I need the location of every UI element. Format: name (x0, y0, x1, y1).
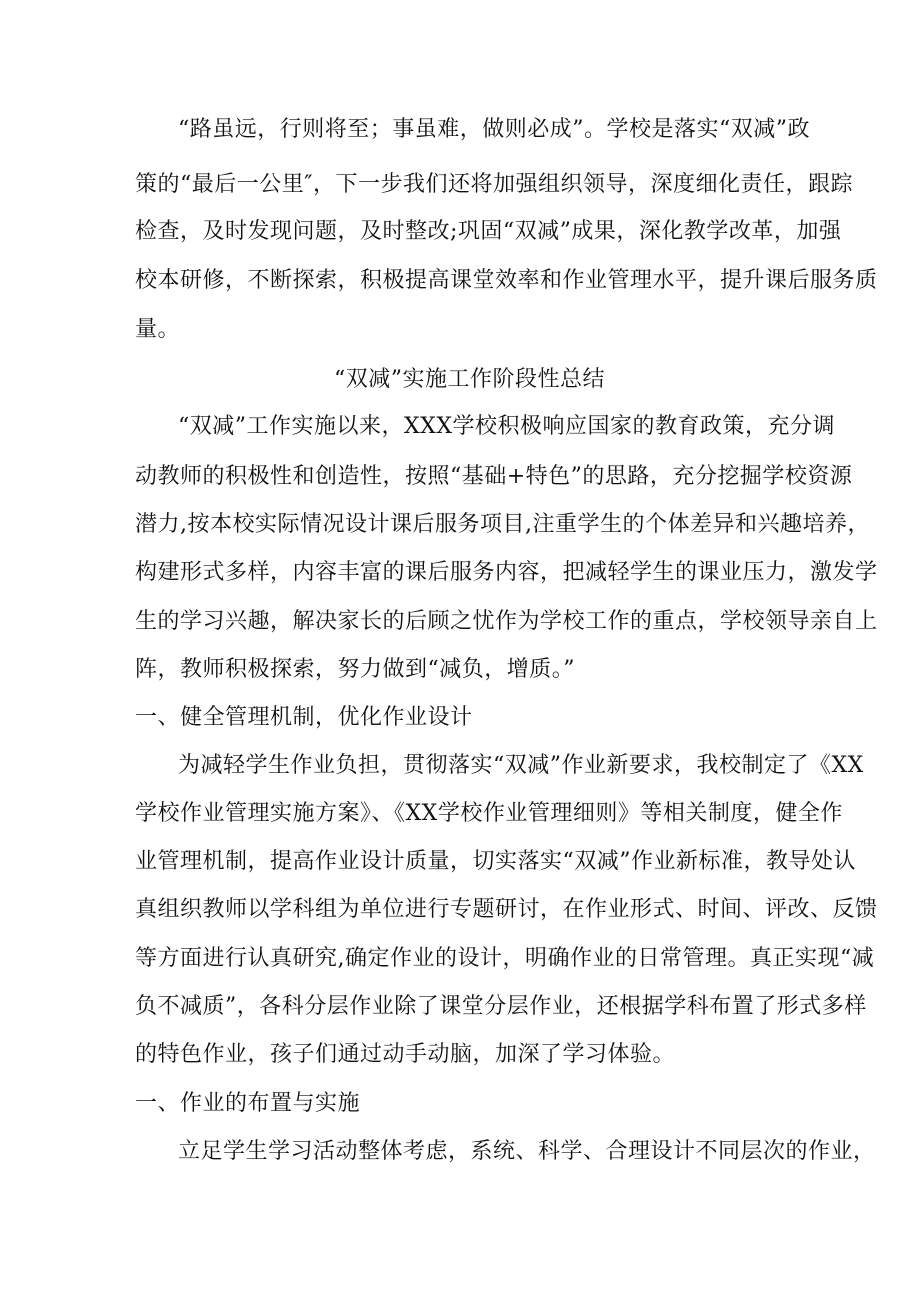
paragraph-1-line-4: 校本研修，不断探索，积极提高课堂效率和作业管理水平，提升课后服务质 (135, 268, 878, 293)
paragraph-1-line-3: 检查，及时发现问题，及时整改;巩固“双减”成果，深化教学改革，加强 (135, 219, 842, 244)
paragraph-1-line-5: 量。 (135, 317, 181, 342)
paragraph-2-line-6: 阵，教师积极探索，努力做到“减负，增质。” (135, 657, 575, 682)
paragraph-1-line-1: “路虽远，行则将至；事虽难，做则必成”。学校是落实“双减”政 (178, 117, 810, 142)
document-title: “双减”实施工作阶段性总结 (334, 367, 605, 392)
paragraph-2-line-5: 生的学习兴趣，解决家长的后顾之忧作为学校工作的重点，学校领导亲自上 (135, 609, 878, 634)
paragraph-2-line-2: 动教师的积极性和创造性，按照“基础+特色”的思路，充分挖掘学校资源 (135, 464, 853, 489)
paragraph-3-line-7: 的特色作业，孩子们通过动手动脑，加深了学习体验。 (135, 1042, 676, 1067)
paragraph-2-line-4: 构建形式多样，内容丰富的课后服务内容，把减轻学生的课业压力，激发学 (135, 560, 878, 585)
section-heading-1: 一、健全管理机制，优化作业设计 (135, 705, 473, 730)
paragraph-3-line-6: 负不减质”，各科分层作业除了课堂分层作业，还根据学科布置了形式多样 (135, 994, 867, 1019)
paragraph-2-line-3: 潜力,按本校实际情况设计课后服务项目,注重学生的个体差异和兴趣培养， (135, 512, 870, 537)
paragraph-2-line-1: “双减”工作实施以来，XXX学校积极响应国家的教育政策，充分调 (178, 414, 835, 439)
paragraph-4-line-1: 立足学生学习活动整体考虑，系统、科学、合理设计不同层次的作业， (178, 1139, 876, 1164)
paragraph-3-line-3: 业管理机制，提高作业设计质量，切实落实“双减”作业新标准，教导处认 (135, 849, 856, 874)
paragraph-3-line-5: 等方面进行认真研究,确定作业的设计，明确作业的日常管理。真正实现“减 (135, 946, 875, 971)
paragraph-3-line-1: 为减轻学生作业负担，贯彻落实“双减”作业新要求，我校制定了《XX (178, 753, 864, 778)
paragraph-3-line-2: 学校作业管理实施方案》、《XX学校作业管理细则》等相关制度，健全作 (135, 801, 843, 826)
paragraph-1-line-2: 策的“最后一公里″，下一步我们还将加强组织领导，深度细化责任，跟踪 (135, 172, 853, 197)
section-heading-2: 一、作业的布置与实施 (135, 1091, 361, 1116)
paragraph-3-line-4: 真组织教师以学科组为单位进行专题研讨，在作业形式、时间、评改、反馈 (135, 897, 878, 922)
